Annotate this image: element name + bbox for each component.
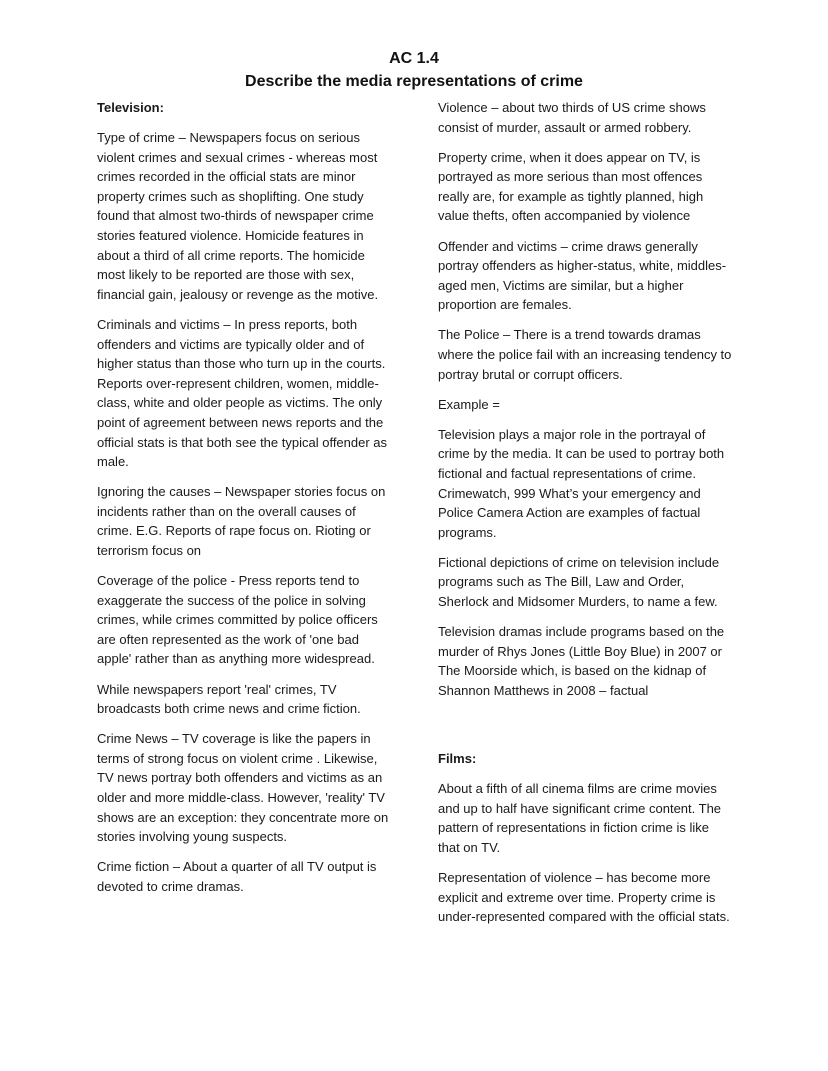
police-paragraph: The Police – There is a trend towards dramas where the police fail with an increasing tendency to portray brutal or corrupt officers. <box>438 327 732 382</box>
violence-paragraph: Violence – about two thirds of US crime shows consist of murder, assault or armed robbery. <box>438 100 706 135</box>
crime-news-paragraph: Crime News – TV coverage is like the papers in terms of strong focus on violent crime . Likewise, TV news portray both offenders and victims as an older and more middle-class. However, 'reality' TV shows are an exception: they concentrate more on stories involving young suspects. <box>97 731 389 845</box>
type-of-crime-paragraph: Type of crime – Newspapers focus on serious violent crimes and sexual crimes - whereas most crimes recorded in the official stats are minor property crimes such as shoplifting. One study found that almost two-thirds of newspaper crime stories featured violence. Homicide features in about a third of all crime reports. The homicide most likely to be reported are those with sex, financial gain, jealousy or revenge as the motive. <box>97 130 379 302</box>
coverage-police-paragraph: Coverage of the police - Press reports tend to exaggerate the success of the police in solving crimes, while crimes committed by police officers are often represented as the work of 'one bad apple' rather than as anything more widespread. <box>97 573 378 667</box>
ignoring-causes-paragraph: Ignoring the causes – Newspaper stories focus on incidents rather than on the overall causes of crime. E.G. Reports of rape focus on. Rioting or terrorism focus on <box>97 484 386 558</box>
criminals-victims-paragraph: Criminals and victims – In press reports, both offenders and victims are typically older and of higher status than those who turn up in the courts. Reports over-represent children, women, middle-class, white and older people as victims. The only point of agreement between news reports and the official stats is that both see the typical offender as male. <box>97 316 388 470</box>
property-crime-paragraph: Property crime, when it does appear on TV, is portrayed as more serious than most offences really are, for example as tightly planned, high value thefts, often accompanied by violence <box>438 149 704 224</box>
tv-dramas-paragraph: Television dramas include programs based on the murder of Rhys Jones (Little Boy Blue) in 2007 or The Moorside which, is based on the kidnap of Shannon Matthews in 2008 – factual <box>438 624 725 698</box>
crime-fiction-paragraph: Crime fiction – About a quarter of all TV output is devoted to crime dramas. <box>97 859 377 894</box>
films-share-paragraph: About a fifth of all cinema films are crime movies and up to half have significant crime content. The pattern of representations in fiction crime is like that on TV. <box>438 781 722 855</box>
tv-portrayal-paragraph: Television plays a major role in the portrayal of crime by the media. It can be used to portray both fictional and factual representations of crime. Crimewatch, 999 What’s your emergency and Police Camera Action are examples of factual programs. <box>438 426 725 540</box>
page-title: Describe the media representations of crime <box>245 73 583 90</box>
films-heading: Films: <box>438 751 477 767</box>
offender-victims-paragraph: Offender and victims – crime draws generally portray offenders as higher-status, white, middles-aged men, Victims are similar, but a higher proportion are females. <box>438 238 727 313</box>
newspapers-vs-tv-paragraph: While newspapers report 'real' crimes, TV broadcasts both crime news and crime fiction. <box>97 681 361 717</box>
right-column <box>438 98 734 937</box>
example-label: Example = <box>438 396 500 412</box>
fictional-depictions-paragraph: Fictional depictions of crime on television include programs such as The Bill, Law and Order, Sherlock and Midsomer Murders, to name a few. <box>438 554 720 610</box>
left-column <box>97 98 389 907</box>
films-violence-paragraph: Representation of violence – has become more explicit and extreme over time. Property crime is under-represented compared with the official stats. <box>438 870 730 925</box>
television-heading: Television: <box>97 100 164 115</box>
section-spacer <box>438 711 734 749</box>
section-code: AC 1.4 <box>389 50 439 67</box>
